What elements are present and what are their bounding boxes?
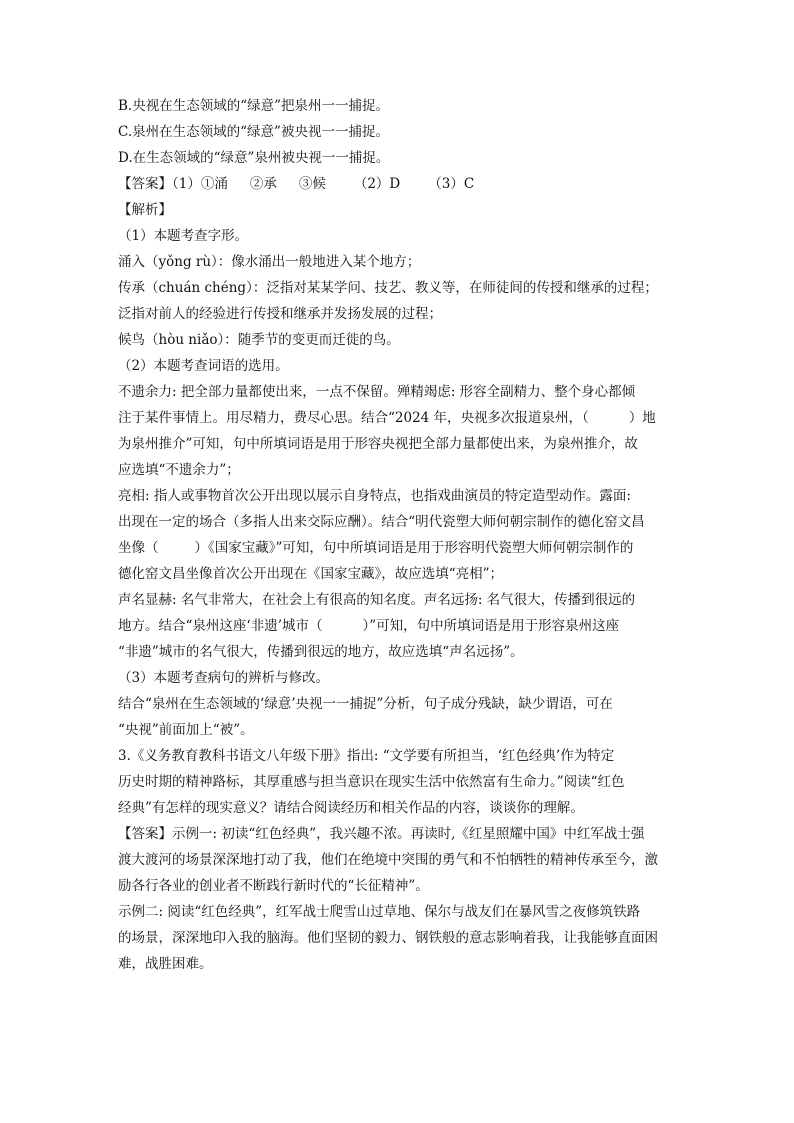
option-d: D.在生态领域的“绿意”泉州被央视一一捕捉。 bbox=[118, 150, 390, 166]
analysis-p1: （1）本题考查字形。 bbox=[118, 228, 249, 244]
q3-line-2: 历史时期的精神路标，其厚重感与担当意识在现实生活中依然富有生命力。”阅读“红色 bbox=[118, 774, 625, 790]
analysis-label: 【解析】 bbox=[118, 202, 172, 218]
def-houniao: 候鸟（hòu niǎo）：随季节的变更而迁徙的鸟。 bbox=[118, 332, 400, 348]
buyi-2: 注于某件事情上。用尽精力，费尽心思。结合“2024 年，央视多次报道泉州，（ ）地 bbox=[118, 410, 656, 426]
analysis-p3: （3）本题考查病句的辨析与修改。 bbox=[118, 670, 330, 686]
q3-line-3: 经典”有怎样的现实意义？请结合阅读经历和相关作品的内容，谈谈你的理解。 bbox=[118, 800, 584, 816]
example2-line-3: 难，战胜困难。 bbox=[118, 956, 213, 972]
liangxiang-4: 德化窑文昌坐像首次公开出现在《国家宝藏》，故应选填“亮相”； bbox=[118, 566, 504, 582]
bingju-1: 结合“泉州在生态领域的‘绿意’央视一一捕捉”分析，句子成分残缺，缺少谓语，可在 bbox=[118, 696, 613, 712]
analysis-p2: （2）本题考查词语的选用。 bbox=[118, 358, 289, 374]
def-chuancheng-1: 传承（chuán chéng）：泛指对某某学问、技艺、教义等，在师徒间的传授和继承的过程； bbox=[118, 280, 658, 296]
liangxiang-1: 亮相: 指人或事物首次公开出现以展示自身特点，也指戏曲演员的特定造型动作。露面: bbox=[118, 488, 631, 504]
option-c: C.泉州在生态领域的“绿意”被央视一一捕捉。 bbox=[118, 124, 389, 140]
bingju-2: “央视”前面加上“被”。 bbox=[118, 722, 254, 738]
answer-label: 【答案】 bbox=[118, 176, 172, 192]
answer-label: 【答案】 bbox=[118, 826, 172, 842]
answer2-line-1: 【答案】示例一: 初读“红色经典”，我兴趣不浓。再读时,《红星照耀中国》中红军战士强 bbox=[118, 826, 645, 842]
liangxiang-2: 出现在一定的场合（多指人出来交际应酬）。结合“明代瓷塑大师何朝宗制作的德化窑文昌 bbox=[118, 514, 645, 530]
option-b: B.央视在生态领域的“绿意”把泉州一一捕捉。 bbox=[118, 98, 390, 114]
buyi-4: 应选填“不遗余力”； bbox=[118, 462, 240, 478]
def-yongru: 涌入（yǒng rù）：像水涌出一般地进入某个地方； bbox=[118, 254, 421, 270]
q3-line-1: 3.《义务教育教科书语文八年级下册》指出: “文学要有所担当，‘红色经典’作为特定 bbox=[118, 748, 615, 764]
def-chuancheng-2: 泛指对前人的经验进行传授和继承并发扬发展的过程； bbox=[118, 306, 442, 322]
shengming-1: 声名显赫: 名气非常大，在社会上有很高的知名度。声名远扬: 名气很大，传播到很远的 bbox=[118, 592, 636, 608]
example2-line-2: 的场景，深深地印入我的脑海。他们坚韧的毅力、钢铁般的意志影响着我，让我能够直面困 bbox=[118, 930, 658, 946]
answer2-line-3: 励各行各业的创业者不断践行新时代的“长征精神”。 bbox=[118, 878, 429, 894]
liangxiang-3: 坐像（ ）《国家宝藏》”可知，句中所填词语是用于形容明代瓷塑大师何朝宗制作的 bbox=[118, 540, 634, 556]
answer2-line-2: 渡大渡河的场景深深地打动了我，他们在绝境中突围的勇气和不怕牺牲的精神传承至今，激 bbox=[118, 852, 658, 868]
document-body bbox=[118, 93, 678, 977]
buyi-1: 不遗余力: 把全部力量都使出来，一点不保留。殚精竭虑: 形容全副精力、整个身心都倾 bbox=[118, 384, 636, 400]
shengming-3: “非遗”城市的名气很大，传播到很远的地方，故应选填“声名远扬”。 bbox=[118, 644, 524, 660]
answer-line-1: 【答案】（1）①涌 ②承 ③候 （2）D （3）C bbox=[118, 176, 475, 192]
buyi-3: 为泉州推介”可知，句中所填词语是用于形容央视把全部力量都使出来，为泉州推介，故 bbox=[118, 436, 638, 452]
example2-line-1: 示例二: 阅读“红色经典”，红军战士爬雪山过草地、保尔与战友们在暴风雪之夜修筑铁路 bbox=[118, 904, 641, 920]
shengming-2: 地方。结合“泉州这座‘非遗’城市（ ）”可知，句中所填词语是用于形容泉州这座 bbox=[118, 618, 620, 634]
